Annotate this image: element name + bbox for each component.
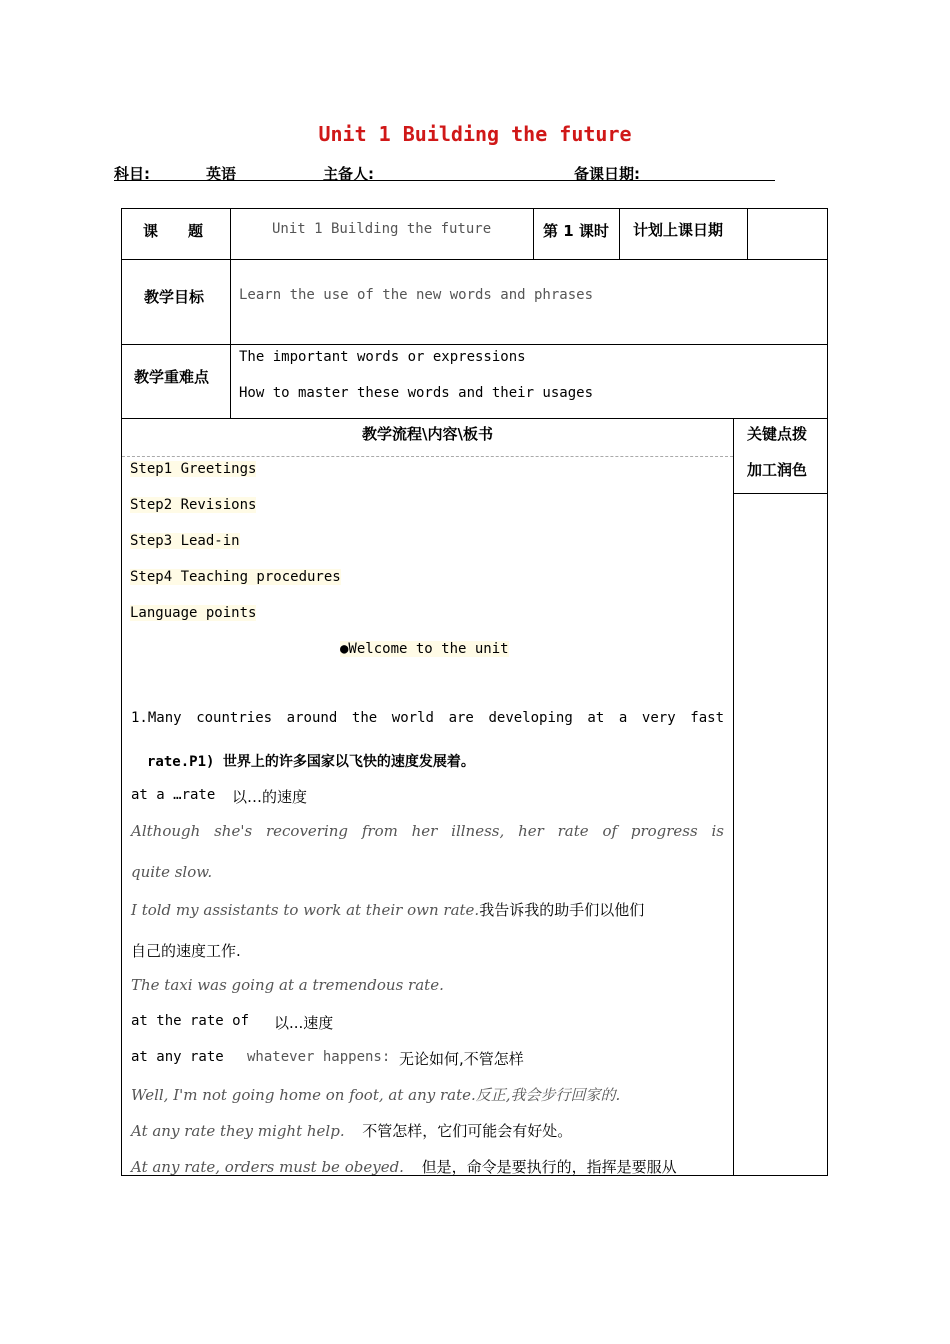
header-dashed-divider <box>122 456 733 457</box>
example-2 <box>131 899 644 920</box>
phrase-at-a-rate-meaning: 以…的速度 <box>232 788 308 806</box>
step-greetings: Step1 Greetings <box>130 461 257 477</box>
col-divider <box>533 209 534 259</box>
col-divider <box>747 209 748 259</box>
phrase-at-any-rate-definition: whatever happens: <box>247 1049 391 1065</box>
col-divider <box>619 209 620 259</box>
example-2-cn-cont: 自己的速度工作. <box>131 942 241 960</box>
example-6-en: At any rate, orders must be obeyed. <box>131 1158 404 1176</box>
subject-label: 科目: <box>114 165 150 183</box>
preparer-label: 主备人: <box>323 165 374 183</box>
goal-label: 教学目标 <box>144 288 205 306</box>
document-title: Unit 1 Building the future <box>318 122 632 146</box>
example-4-cn: 反正,我会步行回家的. <box>475 1086 621 1104</box>
phrase-at-any-rate: at any rate <box>131 1049 224 1065</box>
period-label: 第 1 课时 <box>543 222 609 240</box>
row-divider <box>122 344 828 345</box>
side-header-2: 加工润色 <box>747 461 808 479</box>
side-header-divider <box>733 493 828 494</box>
side-header-1: 关键点拨 <box>747 425 808 443</box>
example-1-line-2: quite slow. <box>131 863 213 881</box>
keypoint-label: 教学重难点 <box>134 368 210 386</box>
phrase-at-a-rate: at a …rate <box>131 787 216 803</box>
example-4 <box>131 1084 620 1105</box>
goal-value: Learn the use of the new words and phrases <box>239 287 594 303</box>
example-4-en: Well, I'm not going home on foot, at any rate. <box>131 1086 476 1104</box>
process-header: 教学流程\内容\板书 <box>362 425 493 443</box>
example-6-cn: 但是，命令是要执行的，指挥是要服从 <box>421 1158 677 1176</box>
plan-date-label: 计划上课日期 <box>633 221 724 239</box>
step-lead-in: Step3 Lead-in <box>130 533 240 549</box>
example-5-cn: 不管怎样，它们可能会有好处。 <box>362 1122 573 1140</box>
subject-value: 英语 <box>206 165 237 183</box>
col-divider <box>230 209 231 418</box>
row-divider <box>122 418 828 419</box>
keypoint-line-2: How to master these words and their usages <box>239 385 594 401</box>
example-3: The taxi was going at a tremendous rate. <box>131 976 444 994</box>
phrase-at-the-rate-of-meaning: 以...速度 <box>274 1014 334 1032</box>
phrase-at-any-rate-meaning: 无论如何,不管怎样 <box>399 1050 524 1068</box>
step-teaching-procedures: Step4 Teaching procedures <box>130 569 341 585</box>
example-2-en: I told my assistants to work at their own rate. <box>131 901 480 919</box>
side-col-divider <box>733 418 734 1176</box>
phrase-at-the-rate-of: at the rate of <box>131 1013 250 1029</box>
meta-underline <box>114 180 775 181</box>
example-5-en: At any rate they might help. <box>131 1122 345 1140</box>
language-points-heading: Language points <box>130 605 257 621</box>
example-1-line-1: Although she's recovering from her illness, her rate of progress is <box>131 822 724 840</box>
example-6 <box>131 1156 677 1177</box>
step-revisions: Step2 Revisions <box>130 497 257 513</box>
item-1-sentence: 1.Many countries around the world are developing at a very fast <box>131 710 724 726</box>
keypoint-line-1: The important words or expressions <box>239 349 526 365</box>
row-divider <box>122 259 828 260</box>
date-label: 备课日期: <box>574 165 640 183</box>
item-1-sentence-cont: rate.P1) 世界上的许多国家以飞快的速度发展着。 <box>147 754 475 770</box>
example-5 <box>131 1120 572 1141</box>
welcome-heading: ●Welcome to the unit <box>340 641 509 657</box>
topic-value: Unit 1 Building the future <box>272 221 492 237</box>
topic-label: 课 题 <box>143 222 204 240</box>
example-2-cn: 我告诉我的助手们以他们 <box>479 901 645 919</box>
